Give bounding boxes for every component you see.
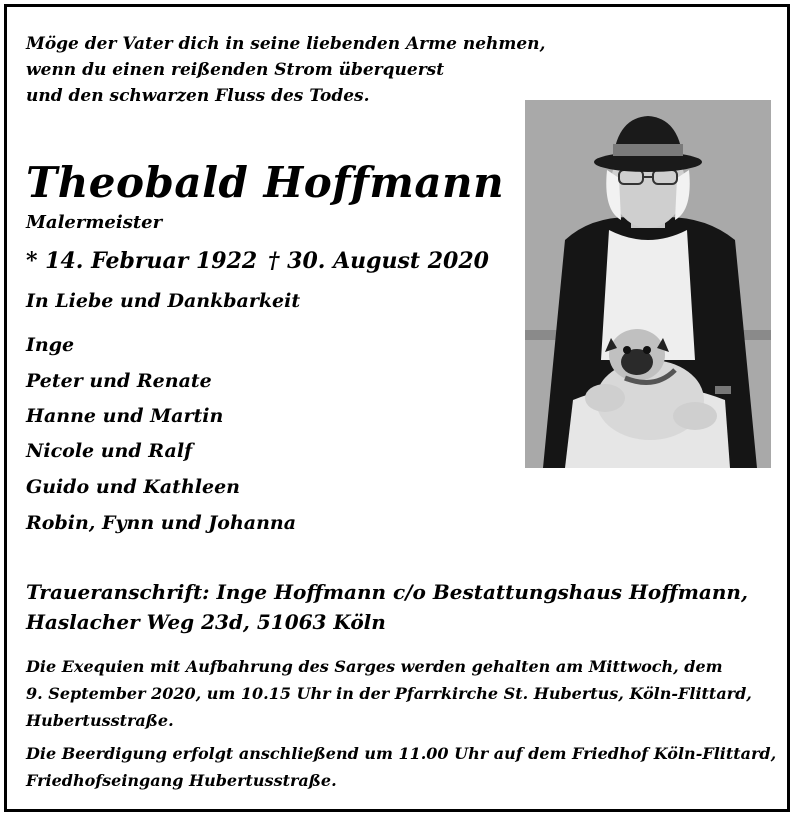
family-member: Robin, Fynn und Johanna xyxy=(26,512,297,534)
service-line-1: Die Exequien mit Aufbahrung des Sarges werden gehalten am Mittwoch, dem xyxy=(26,657,723,676)
life-dates xyxy=(26,248,489,274)
verse-line-2: wenn du einen reißenden Strom überquerst xyxy=(26,60,445,80)
family-member: Hanne und Martin xyxy=(26,405,224,427)
birth-date: * 14. Februar 1922 xyxy=(26,248,258,274)
burial-line-1: Die Beerdigung erfolgt anschließend um 11.00 Uhr auf dem Friedhof Köln-Flittard, xyxy=(26,744,777,763)
address-line-2: Haslacher Weg 23d, 51063 Köln xyxy=(26,610,386,634)
service-line-3: Hubertusstraße. xyxy=(26,711,174,730)
burial-line-2: Friedhofseingang Hubertusstraße. xyxy=(26,771,337,790)
family-member: Guido und Kathleen xyxy=(26,476,240,498)
verse-line-3: und den schwarzen Fluss des Todes. xyxy=(26,86,370,106)
portrait-illustration xyxy=(525,100,771,468)
deceased-profession: Malermeister xyxy=(26,212,163,233)
verse-line-1: Möge der Vater dich in seine liebenden Arme nehmen, xyxy=(26,34,546,54)
deceased-name: Theobald Hoffmann xyxy=(26,158,505,207)
family-member: Peter und Renate xyxy=(26,370,212,392)
service-line-2: 9. September 2020, um 10.15 Uhr in der Pfarrkirche St. Hubertus, Köln-Flittard, xyxy=(26,684,752,703)
death-date: † 30. August 2020 xyxy=(268,248,489,274)
portrait-photo xyxy=(525,100,771,468)
family-member: Nicole und Ralf xyxy=(26,440,193,462)
family-member: Inge xyxy=(26,334,75,356)
address-line-1: Traueranschrift: Inge Hoffmann c/o Bestattungshaus Hoffmann, xyxy=(26,580,748,604)
tribute-line: In Liebe und Dankbarkeit xyxy=(26,290,301,312)
